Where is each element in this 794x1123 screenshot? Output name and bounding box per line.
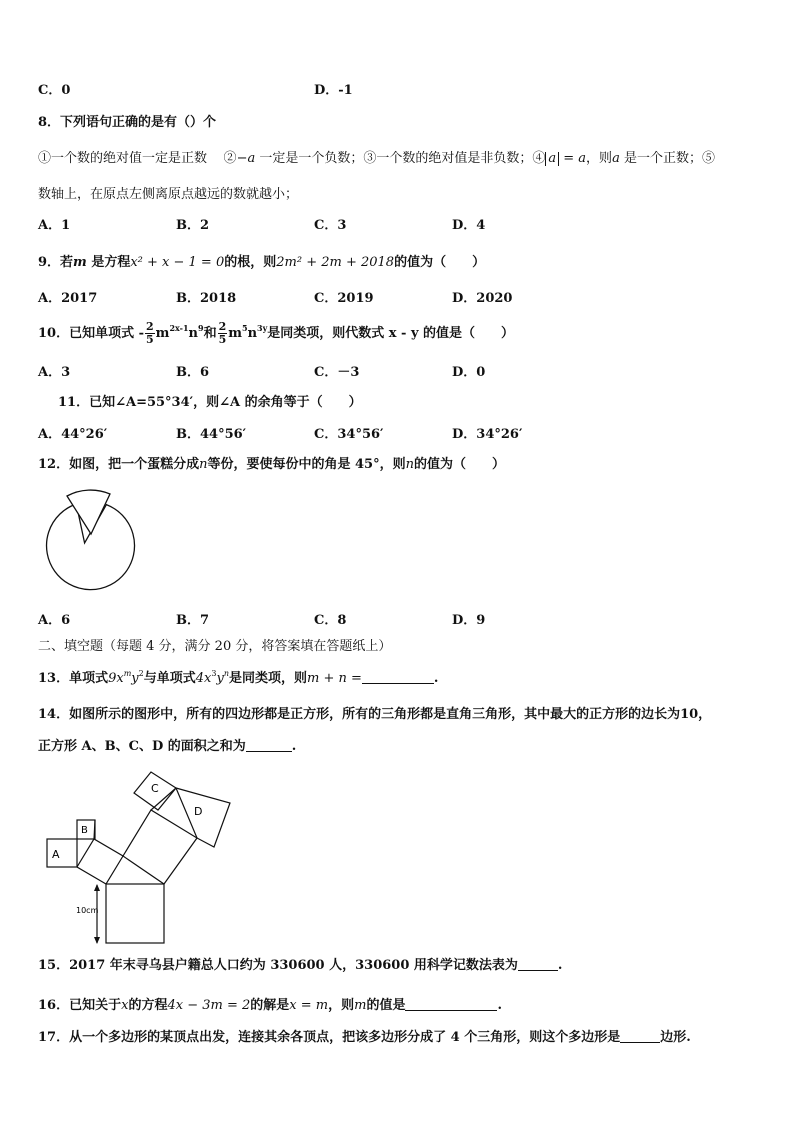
q12-n: n [199,457,208,472]
q10-post: 是同类项，则代数式 x - y 的值是（ ） [267,326,515,341]
q9-expression: 2m² + 2m + 2018 [276,255,395,270]
label-d: D [194,805,203,818]
option-c: C．0 [38,83,71,98]
q16-stem: 16．已知关于x的方程4x − 3m = 2的解是x = m，则m的值是 . [38,998,502,1013]
q9-equation: x² + x − 1 = 0 [130,255,225,270]
q14-answer-blank[interactable] [246,739,292,752]
q10-option-b: B．6 [176,365,210,380]
q12-option-b: B．7 [176,613,210,628]
q8-stem: 8．下列语句正确的是有（）个 [38,115,217,130]
q9-option-d: D．2020 [452,291,513,306]
q8-s2-text: 一定是一个负数；③一个数的绝对值是非负数；④ [255,151,546,166]
q17-answer-blank[interactable] [620,1030,660,1043]
q10-stem: 10．已知单项式 - $\frac{2}{5}$ $m^{2x-1}n^9$和 $\frac{2}{5}$ $m^5n^{3y}$是同类项，则代数式 x - y 的值是（ ） [38,320,515,346]
label-b: B [81,825,88,836]
q15-answer-blank[interactable] [518,958,558,971]
q15-stem: 15．2017 年末寻乌县户籍总人口约为 330600 人，330600 用科学记数法表为 . [38,958,563,973]
q16-answer-blank[interactable] [405,998,497,1011]
q10-pre: 10．已知单项式 - [38,326,145,341]
q8-option-a: A．1 [38,218,71,233]
q8-option-d: D．4 [452,218,486,233]
q8-s4-text: ，则 [586,151,613,166]
label-10cm: 10cm [76,906,99,915]
option-d: D．-1 [314,83,353,98]
q8-s4-text2: 是一个正数；⑤ [619,151,715,166]
q12-option-c: C．8 [314,613,347,628]
q17-stem: 17．从一个多边形的某顶点出发，连接其余各顶点，把该多边形分成了 4 个三角形，则这个多边形是 边形. [38,1030,691,1045]
q10-and: 和 [203,326,217,341]
left-middle-square [77,839,123,884]
q12-option-d: D．9 [452,613,486,628]
q10-fraction-1: $\frac{2}{5}$ [146,320,154,346]
q11-option-b: B．44°56′ [176,427,247,442]
q9-option-b: B．2018 [176,291,237,306]
q8-option-c: C．3 [314,218,347,233]
section-2-heading: 二、填空题（每题 4 分，满分 20 分，将答案填在答题纸上） [38,639,392,654]
q9-post: 的根，则 [224,255,277,270]
q14-line1: 14．如图所示的图形中，所有的四边形都是正方形，所有的三角形都是直角三角形，其中最大的正方形的边长为10， [38,707,712,722]
q8-s2-label: ② [223,151,237,166]
q10-option-c: C．－3 [314,365,360,380]
q8-s1: ①一个数的绝对值一定是正数 [38,151,208,166]
q9-pre: 9．若 [38,255,74,270]
q13-answer-blank[interactable] [362,671,434,684]
q13-expression: m + n = [307,671,362,686]
q11-option-c: C．34°56′ [314,427,384,442]
q9-mid: 是方程 [86,255,131,270]
q8-s4-a: a [612,151,620,166]
label-a: A [52,848,60,861]
q10-fraction-2: $\frac{2}{5}$ [218,320,227,346]
q8-statements-line1 [38,150,715,168]
q13-stem: 13．单项式$9x^my^2$与单项式$4x^3y^n$是同类项，则m + n = . [38,669,439,686]
square-d [176,788,230,847]
q12-option-a: A．6 [38,613,71,628]
q8-s2-expr: −a [236,151,256,166]
q11-option-a: A．44°26′ [38,427,108,442]
q16-solution: x = m [289,998,329,1013]
q12-stem: 12．如图，把一个蛋糕分成n等份，要使每份中的角是 45°，则n的值为（ ） [38,457,505,472]
pythagoras-tree-figure [40,770,240,950]
q10-option-a: A．3 [38,365,71,380]
q9-tail: 的值为（ ） [394,255,486,270]
largest-square [106,884,164,943]
q9-option-c: C．2019 [314,291,374,306]
q8-option-b: B．2 [176,218,210,233]
q9-option-a: A．2017 [38,291,98,306]
q12-n2: n [405,457,414,472]
q9-stem [38,254,485,272]
q8-abs-a: a [545,152,559,166]
q11-option-d: D．34°26′ [452,427,523,442]
q8-statements-line2: 数轴上，在原点左侧离原点越远的数就越小； [38,187,299,202]
cake-figure [40,488,140,598]
q10-option-d: D．0 [452,365,486,380]
q8-abs-eq: = a [559,151,587,166]
right-middle-square [123,810,197,884]
q16-equation: 4x − 3m = 2 [167,998,251,1013]
q14-line2: 正方形 A、B、C、D 的面积之和为 . [38,739,297,754]
q11-stem: 11．已知∠A=55°34′，则∠A 的余角等于（ ） [58,395,362,410]
label-c: C [151,782,159,795]
q9-m: m [73,255,87,270]
